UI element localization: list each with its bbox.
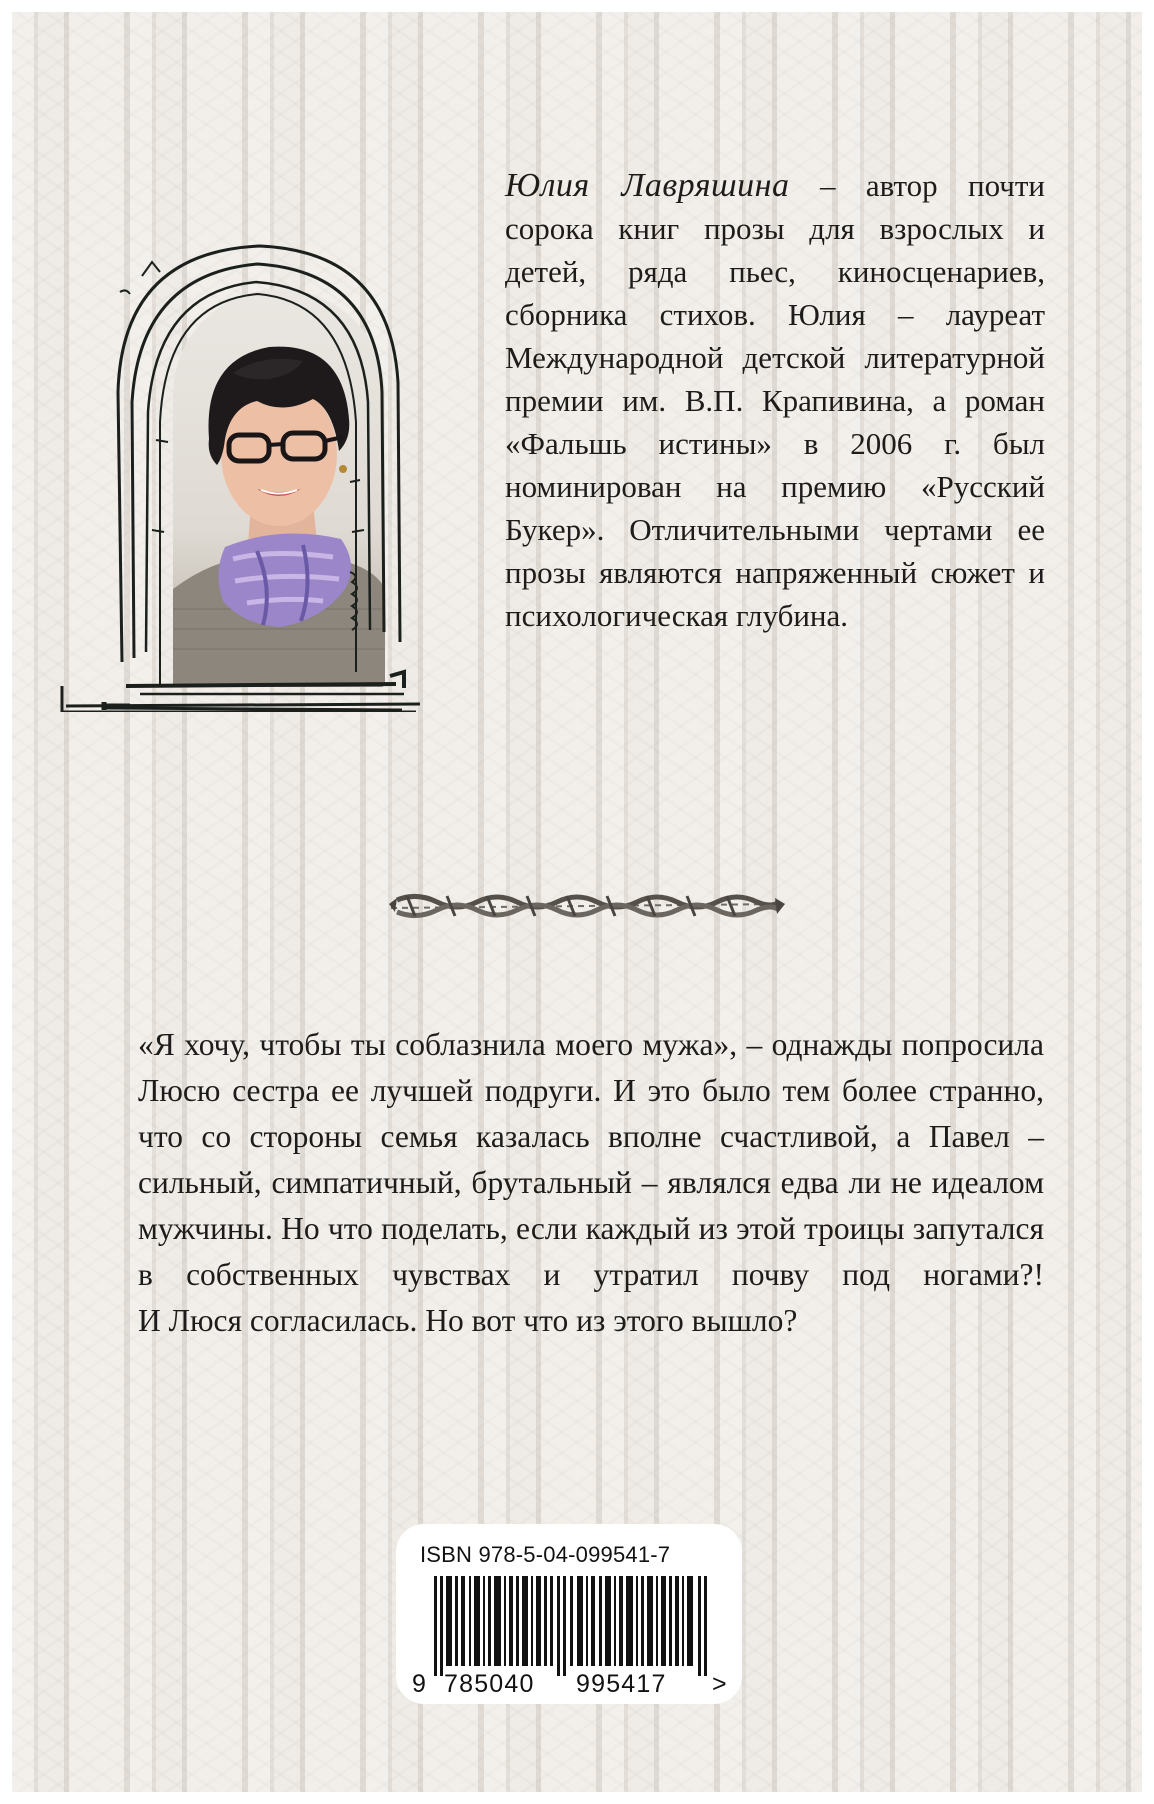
blurb-paragraph: И Люся согласилась. Но вот что из этого вышло? xyxy=(138,1303,798,1338)
author-name: Юлия Лавряшина xyxy=(505,167,790,204)
book-back-cover xyxy=(12,12,1142,1792)
author-photo-frame xyxy=(60,232,440,712)
sketched-window-frame-icon xyxy=(60,232,440,712)
author-bio xyxy=(505,164,1045,637)
barcode-digit-end: > xyxy=(712,1670,728,1698)
barcode-digits-group: 995417 xyxy=(576,1670,667,1698)
author-bio-text: – автор почти сорока книг прозы для взрослых и детей, ряда пьес, киносценариев, сборника стихов. Юлия – лауреат Международной детской литературной премии им. В.П. Крапивина, а роман «Фальшь истины» в 2006 г. был номинирован на премию «Русский Букер». Отличительными чертами ее прозы являются напряженный сюжет и психологическая глубина. xyxy=(505,168,1045,633)
isbn-label: ISBN 978-5-04-099541-7 xyxy=(420,1542,671,1567)
book-blurb xyxy=(138,1022,1044,1344)
barcode-bars xyxy=(434,1576,708,1676)
rope-ornament-icon xyxy=(387,874,787,934)
isbn-barcode xyxy=(396,1524,742,1704)
barcode-digit-first: 9 xyxy=(412,1670,428,1698)
blurb-paragraph: «Я хочу, чтобы ты соблазнила моего мужа», – однажды попросила Люсю сестра ее лучшей подруги. И это было тем более странно, что со стороны семья казалась вполне счастливой, а Павел – сильный, симпатичный, брутальный – являлся едва ли не идеалом мужчины. Но что поделать, если каждый из этой троицы запутался в собственных чувствах и утратил почву под ногами?! xyxy=(138,1027,1044,1292)
barcode-digits-group: 785040 xyxy=(444,1670,535,1698)
